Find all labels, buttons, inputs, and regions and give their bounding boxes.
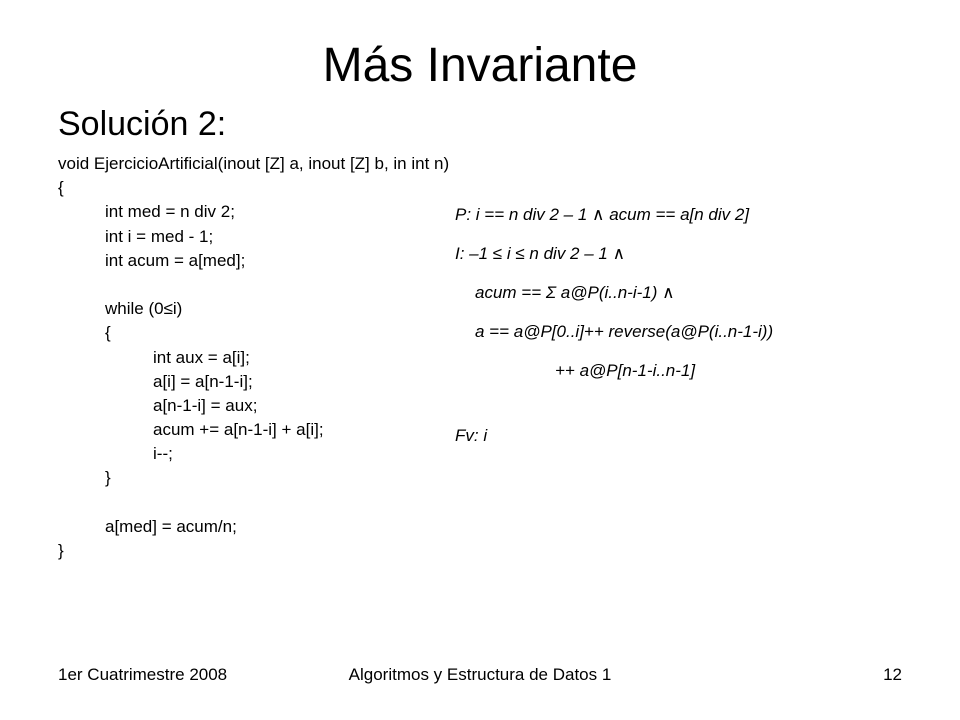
code-line: int acum = a[med]; (105, 250, 246, 270)
code-line: } (105, 468, 111, 488)
code-line: i--; (153, 444, 173, 464)
code-line: { (105, 323, 111, 343)
invariant-line-4: ++ a@P[n-1-i..n-1] (555, 361, 696, 380)
code-line (58, 491, 618, 515)
code-line: int med = n div 2; (105, 202, 235, 222)
precondition: P: i == n div 2 – 1 ∧ acum == a[n div 2] (455, 205, 750, 224)
code-line: while (0≤i) (105, 299, 183, 319)
footer-course-term: 1er Cuatrimestre 2008 (58, 665, 228, 684)
code-line: acum += a[n-1-i] + a[i]; (153, 420, 324, 440)
invariant-line-2: acum == Σ a@P(i..n-i-1) ∧ (475, 283, 675, 302)
code-line: } (58, 541, 64, 560)
slide-title: Más Invariante (322, 39, 638, 92)
specification-block (455, 202, 935, 462)
slide-subtitle: Solución 2: (58, 105, 227, 143)
invariant-line-3: a == a@P[0..i]++ reverse(a@P(i..n-1-i)) (475, 322, 774, 341)
code-line: a[n-1-i] = aux; (153, 395, 258, 415)
code-line: void EjercicioArtificial(inout [Z] a, inout [Z] b, in int n) (58, 154, 450, 173)
code-line: a[med] = acum/n; (105, 516, 237, 536)
footer-page-number: 12 (883, 665, 902, 684)
invariant-line-1: I: –1 ≤ i ≤ n div 2 – 1 ∧ (455, 244, 626, 263)
code-line: int aux = a[i]; (153, 347, 250, 367)
footer-course-name: Algoritmos y Estructura de Datos 1 (348, 665, 612, 684)
code-line: int i = med - 1; (105, 226, 214, 246)
code-line: { (58, 178, 64, 198)
code-line: a[i] = a[n-1-i]; (153, 371, 253, 391)
variant-function: Fv: i (455, 426, 488, 445)
